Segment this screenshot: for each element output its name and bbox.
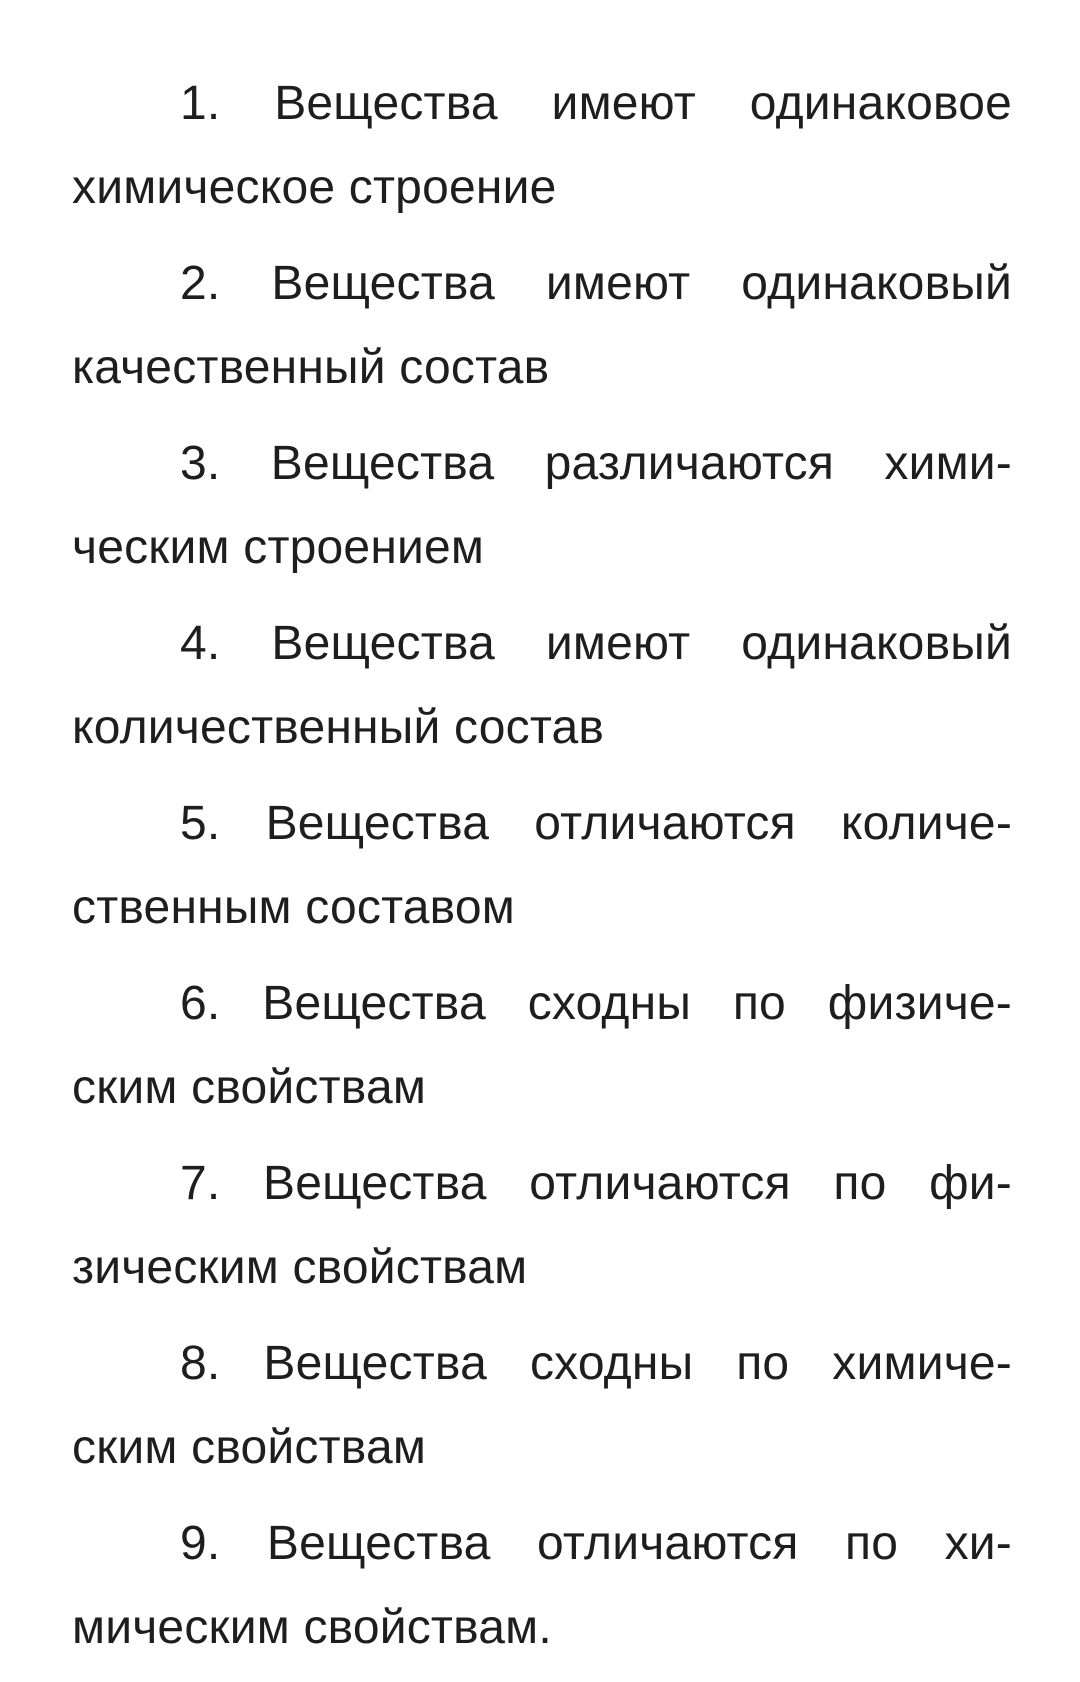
list-item (72, 782, 1012, 950)
statement-list (72, 62, 1012, 1682)
item-line-1: 6. Вещества сходны по физиче- (180, 977, 1012, 1030)
item-line-1: 8. Вещества сходны по химиче- (180, 1337, 1012, 1390)
list-item (72, 1502, 1012, 1670)
list-item (72, 422, 1012, 590)
item-line-1: 3. Вещества различаются хими- (180, 437, 1012, 490)
item-line-2: качественный состав (72, 341, 550, 394)
item-line-1: 7. Вещества отличаются по фи- (180, 1157, 1012, 1210)
item-line-2: ческим строением (72, 521, 485, 574)
item-line-2: ственным составом (72, 881, 515, 934)
item-line-2: количественный состав (72, 701, 605, 754)
list-item (72, 62, 1012, 230)
list-item (72, 602, 1012, 770)
item-line-2: химическое строение (72, 161, 557, 214)
item-line-1: 2. Вещества имеют одинаковый (180, 257, 1012, 310)
item-line-1: 4. Вещества имеют одинаковый (180, 617, 1012, 670)
item-line-1: 9. Вещества отличаются по хи- (180, 1517, 1012, 1570)
list-item (72, 1322, 1012, 1490)
item-line-2: мическим свойствам. (72, 1601, 552, 1654)
list-item (72, 1142, 1012, 1310)
item-line-2: ским свойствам (72, 1061, 427, 1114)
item-line-1: 1. Вещества имеют одинаковое (180, 77, 1012, 130)
list-item (72, 962, 1012, 1130)
item-line-1: 5. Вещества отличаются количе- (180, 797, 1012, 850)
item-line-2: зическим свойствам (72, 1241, 528, 1294)
list-item (72, 242, 1012, 410)
item-line-2: ским свойствам (72, 1421, 427, 1474)
